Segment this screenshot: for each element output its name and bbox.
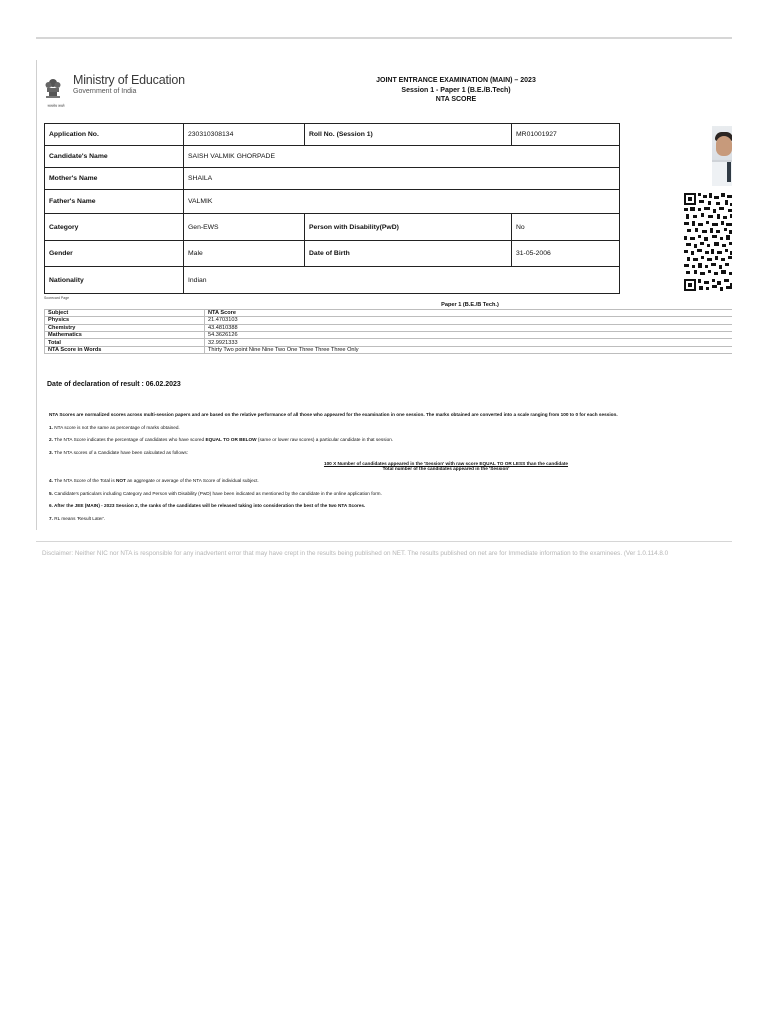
score-cell: 32.9921333 [205, 339, 733, 346]
exam-session: Session 1 - Paper 1 (B.E./B.Tech) [401, 86, 511, 94]
gender-value: Male [184, 241, 305, 267]
disclaimer-text: Disclaimer: Neither NIC nor NTA is responsible for any inadvertent error that may have crept in the results being published on NET. The results published on net are for Immediate information to the examinees. (Ver 1.0.114.8.0 [42, 550, 669, 557]
subject-cell: NTA Score in Words [45, 346, 205, 353]
top-divider [36, 37, 732, 39]
table-row [45, 317, 733, 324]
subject-cell: Mathematics [45, 332, 205, 339]
national-emblem-icon [44, 74, 62, 104]
note-4: 4. The NTA Score of the Total is NOT an aggregate or average of the NTA Score of individual subject. [49, 478, 259, 484]
table-row [45, 267, 733, 294]
mother-label: Mother's Name [45, 168, 184, 190]
score-cell: 54.3626126 [205, 332, 733, 339]
exam-heading [326, 76, 586, 105]
roll-no-label: Roll No. (Session 1) [305, 124, 512, 146]
nationality-value: Indian [184, 267, 620, 294]
table-row [45, 332, 733, 339]
subject-cell: Physics [45, 317, 205, 324]
nationality-label: Nationality [45, 267, 184, 294]
subject-cell: Total [45, 339, 205, 346]
table-row [45, 214, 733, 241]
category-label: Category [45, 214, 184, 241]
roll-no-value: MR01001927 [512, 124, 620, 146]
dob-label: Date of Birth [305, 241, 512, 267]
category-value: Gen-EWS [184, 214, 305, 241]
note-3: 3. The NTA scores of a Candidate have been calculated as follows: [49, 450, 188, 456]
score-cell: 43.4810388 [205, 324, 733, 331]
app-no-label: Application No. [45, 124, 184, 146]
formula-numerator: 100 X Number of candidates appeared in the 'Session' with raw score EQUAL TO OR LESS than the candidate [323, 461, 569, 466]
note-6: 6. After the JEE (MAIN) - 2023 Session 2, the ranks of the candidates will be released taking into consideration the best of the two NTA Scores. [49, 503, 366, 509]
table-row [45, 302, 733, 309]
qr-code-icon [684, 193, 732, 293]
scores-table [44, 302, 732, 354]
score-cell: Thirty Two point Nine Nine Two One Three Three Three Only [205, 346, 733, 353]
table-row [45, 168, 733, 190]
name-value: SAISH VALMIK GHORPADE [184, 146, 620, 168]
exam-title: JOINT ENTRANCE EXAMINATION (MAIN) – 2023 [376, 77, 536, 84]
score-cell: 21.4703103 [205, 317, 733, 324]
candidate-photo [712, 126, 732, 186]
emblem-caption: सत्यमेव जयते [47, 104, 65, 108]
table-row [45, 339, 733, 346]
father-value: VALMIK [184, 190, 620, 214]
nta-score-header: NTA Score [205, 309, 733, 316]
subject-header: Subject [45, 309, 205, 316]
ministry-subtitle: Government of India [73, 88, 137, 95]
table-row [45, 346, 733, 353]
score-title: NTA SCORE [435, 96, 477, 103]
notes-intro: NTA Scores are normalized scores across multi-session papers and are based on the relative performance of all those who appeared for the examination in one session. The marks obtained are converted into a scale ranging from 100 to 0 for each session. [49, 412, 618, 417]
note-2: 2. The NTA Score indicates the percentage of candidates who have scored EQUAL TO OR BELOW (same or lower raw scores) a particular candidate in that session. [49, 437, 394, 443]
app-no-value: 230310308134 [184, 124, 305, 146]
score-card [36, 60, 732, 530]
subject-cell: Chemistry [45, 324, 205, 331]
gender-label: Gender [45, 241, 184, 267]
ministry-title: Ministry of Education [73, 73, 185, 87]
pwd-value: No [512, 214, 620, 241]
table-row [45, 190, 733, 214]
dob-value: 31-05-2006 [512, 241, 620, 267]
table-row [45, 241, 733, 267]
ministry-logo [44, 74, 185, 110]
formula-denominator: Total number of the candidates appeared in the 'Session' [382, 466, 510, 472]
note-7: 7. RL means 'Result Later'. [49, 516, 106, 522]
name-label: Candidate's Name [45, 146, 184, 168]
table-row [45, 124, 733, 146]
page-note: Scorecard Page [44, 296, 70, 300]
nta-score-formula [306, 461, 586, 471]
table-row [45, 309, 733, 316]
note-5: 5. Candidate's particulars including Category and Person with Disability (PwD) have been indicated as mentioned by the candidate in the online application form. [49, 490, 382, 496]
pwd-label: Person with Disability(PwD) [305, 214, 512, 241]
paper-caption: Paper 1 (B.E./B Tech.) [205, 302, 733, 309]
bottom-divider [36, 541, 732, 542]
table-row [45, 324, 733, 331]
declaration-date: Date of declaration of result : 06.02.2023 [47, 381, 181, 388]
father-label: Father's Name [45, 190, 184, 214]
table-row [45, 146, 733, 168]
note-1: 1. NTA score is not the same as percentage of marks obtained. [49, 424, 180, 430]
sheet-border [36, 60, 37, 530]
candidate-details-table [44, 123, 732, 294]
mother-value: SHAILA [184, 168, 620, 190]
